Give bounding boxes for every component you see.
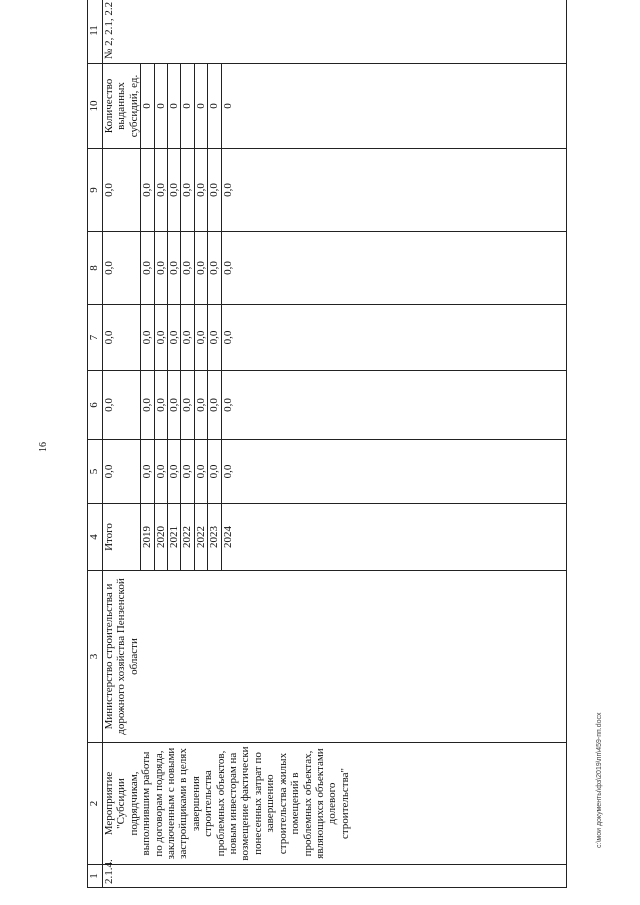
cell-value: 0,0 xyxy=(221,305,566,371)
cell-value: 0 xyxy=(208,64,221,149)
row-id: 2.1.4. xyxy=(103,865,567,888)
cell-value: 0,0 xyxy=(103,440,141,504)
cell-value: 0,0 xyxy=(221,440,566,504)
cell-value: 0,0 xyxy=(168,305,181,371)
cell-value: 0,0 xyxy=(208,305,221,371)
cell-value: 0 xyxy=(181,64,194,149)
cell-value: 0,0 xyxy=(154,440,167,504)
cell-value: 0 xyxy=(168,64,181,149)
cell-value: 0,0 xyxy=(103,371,141,440)
cell-value: 0,0 xyxy=(208,232,221,305)
year-cell: 2024 xyxy=(221,504,566,571)
col-number: 10 xyxy=(88,64,103,149)
cell-value: 0,0 xyxy=(154,232,167,305)
cell-value: 0 xyxy=(194,64,207,149)
cell-value: 0,0 xyxy=(141,305,154,371)
footer-file-path: c:\мои документы\фз\2019\пп\459-пп.docx xyxy=(596,712,603,848)
cell-value: 0,0 xyxy=(194,371,207,440)
cell-value: 0,0 xyxy=(168,149,181,232)
year-cell: 2023 xyxy=(208,504,221,571)
indicator-name: Количество выданных субсидий, ед. xyxy=(103,64,141,149)
cell-value: 0 xyxy=(141,64,154,149)
page-number: 16 xyxy=(38,442,49,452)
total-row xyxy=(103,0,141,888)
year-cell: 2019 xyxy=(141,504,154,571)
cell-value: 0,0 xyxy=(221,232,566,305)
indicator-reference: № 2, 2.1, 2.2 xyxy=(103,0,567,64)
cell-value: 0,0 xyxy=(194,232,207,305)
cell-value: 0,0 xyxy=(141,149,154,232)
year-cell: 2022 xyxy=(181,504,194,571)
cell-value: 0,0 xyxy=(168,440,181,504)
year-cell: 2020 xyxy=(154,504,167,571)
col-number: 9 xyxy=(88,149,103,232)
cell-value: 0,0 xyxy=(208,440,221,504)
col-number: 1 xyxy=(88,865,103,888)
cell-value: 0,0 xyxy=(194,149,207,232)
cell-value: 0,0 xyxy=(103,305,141,371)
column-number-row xyxy=(88,0,103,888)
col-number: 11 xyxy=(88,0,103,64)
responsible-executor: Министерство строительства и дорожного хозяйства Пензенской области xyxy=(103,571,567,743)
cell-value: 0,0 xyxy=(181,149,194,232)
col-number: 5 xyxy=(88,440,103,504)
cell-value: 0,0 xyxy=(221,371,566,440)
cell-value: 0,0 xyxy=(194,305,207,371)
cell-value: 0,0 xyxy=(154,149,167,232)
col-number: 3 xyxy=(88,571,103,743)
year-cell: 2022 xyxy=(194,504,207,571)
cell-value: 0,0 xyxy=(208,371,221,440)
col-number: 8 xyxy=(88,232,103,305)
cell-value: 0,0 xyxy=(221,149,566,232)
cell-value: 0,0 xyxy=(168,371,181,440)
cell-value: 0,0 xyxy=(208,149,221,232)
rotated-table-sheet xyxy=(87,1,587,888)
col-number: 4 xyxy=(88,504,103,571)
cell-value: 0,0 xyxy=(103,232,141,305)
total-label: Итого xyxy=(103,504,141,571)
cell-value: 0,0 xyxy=(181,305,194,371)
cell-value: 0,0 xyxy=(103,149,141,232)
measure-description: Мероприятие "Субсидии подрядчикам, выполнившим работы по договорам подряда, заключенным с новыми застройщиками в целях завершения строительства проблемных объектов, новым инвесторам на возмещение фактически понесенных затрат по завершению строительства жилых помещений в проблемных объектах, являющихся объектами долевого строительства" xyxy=(103,743,567,865)
cell-value: 0,0 xyxy=(168,232,181,305)
col-number: 2 xyxy=(88,743,103,865)
col-number: 6 xyxy=(88,371,103,440)
col-number: 7 xyxy=(88,305,103,371)
cell-value: 0,0 xyxy=(181,440,194,504)
subsidy-table xyxy=(87,0,567,888)
cell-value: 0 xyxy=(221,64,566,149)
cell-value: 0,0 xyxy=(141,440,154,504)
cell-value: 0,0 xyxy=(194,440,207,504)
cell-value: 0,0 xyxy=(141,232,154,305)
cell-value: 0,0 xyxy=(154,371,167,440)
cell-value: 0,0 xyxy=(181,232,194,305)
cell-value: 0 xyxy=(154,64,167,149)
year-cell: 2021 xyxy=(168,504,181,571)
cell-value: 0,0 xyxy=(141,371,154,440)
cell-value: 0,0 xyxy=(181,371,194,440)
cell-value: 0,0 xyxy=(154,305,167,371)
